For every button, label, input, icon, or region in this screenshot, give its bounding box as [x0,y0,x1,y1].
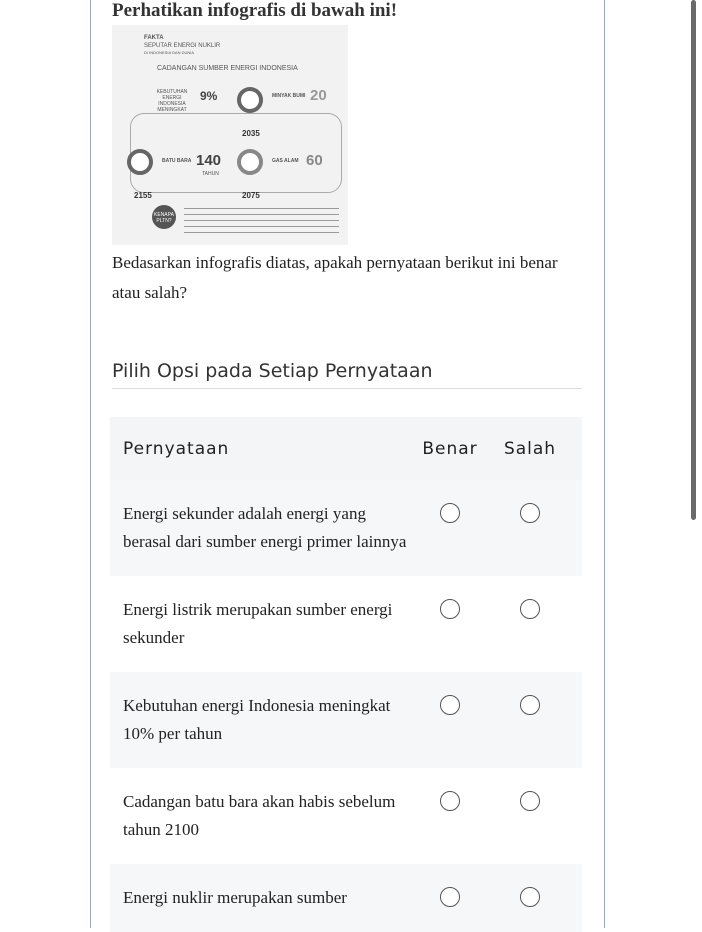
table-row [110,480,582,576]
info-heading: CADANGAN SUMBER ENERGI INDONESIA [157,65,298,72]
table-row [110,576,582,672]
gas-icon [237,149,263,175]
header-true: Benar [422,438,478,459]
table-row [110,864,582,932]
radio-benar[interactable] [440,887,460,907]
info-subheader: SEPUTAR ENERGI NUKLIR [144,43,221,49]
info-subheader2: DI INDONESIA DAN DUNIA [144,50,195,55]
header-false: Salah [503,438,557,459]
table-row [110,672,582,768]
scrollbar[interactable] [691,0,696,520]
statement-text: Cadangan batu bara akan habis sebelum tahun 2100 [123,792,396,839]
statement-text: Energi listrik merupakan sumber energi sekunder [123,600,393,647]
info-coal-label: BATU BARA [162,158,192,164]
info-gas-label: GAS ALAM [272,158,299,164]
statement-text: Energi sekunder adalah energi yang berasal dari sumber energi primer lainnya [123,504,407,551]
info-year: 2035 [242,129,260,138]
table-row [110,768,582,864]
radio-benar[interactable] [440,695,460,715]
question-text: Bedasarkan infografis diatas, apakah pernyataan berikut ini benar atau salah? [112,253,558,302]
radio-salah[interactable] [520,695,540,715]
coal-icon [127,149,153,175]
info-oil-label: MINYAK BUMI [272,93,306,99]
radio-benar[interactable] [440,791,460,811]
info-energy-value: 9% [200,89,218,103]
info-unit: TAHUN [202,171,219,177]
info-coal-value: 140 [196,152,222,169]
question-title: Perhatikan infografis di bawah ini! [112,0,398,21]
info-badge: KENAPA PLTN? [152,205,176,229]
radio-benar[interactable] [440,503,460,523]
info-paragraph [184,205,339,233]
info-gas-value: 60 [306,152,323,169]
info-year: 2155 [134,191,152,200]
statement-table [110,417,582,932]
statement-text: Energi nuklir merupakan sumber [123,888,347,907]
header-statement: Pernyataan [123,438,230,459]
infographic-image [112,25,348,245]
radio-salah[interactable] [520,791,540,811]
section-title: Pilih Opsi pada Setiap Pernyataan [112,360,582,389]
radio-benar[interactable] [440,599,460,619]
table-header [110,417,582,480]
info-year: 2075 [242,191,260,200]
info-header: FAKTA [144,35,164,41]
radio-salah[interactable] [520,599,540,619]
statement-text: Kebutuhan energi Indonesia meningkat 10% per tahun [123,696,391,743]
oil-drop-icon [237,87,263,113]
radio-salah[interactable] [520,887,540,907]
info-oil-value: 20 [310,87,327,104]
info-energy-label: KEBUTUHAN ENERGI INDONESIA MENINGKAT [156,89,188,113]
radio-salah[interactable] [520,503,540,523]
